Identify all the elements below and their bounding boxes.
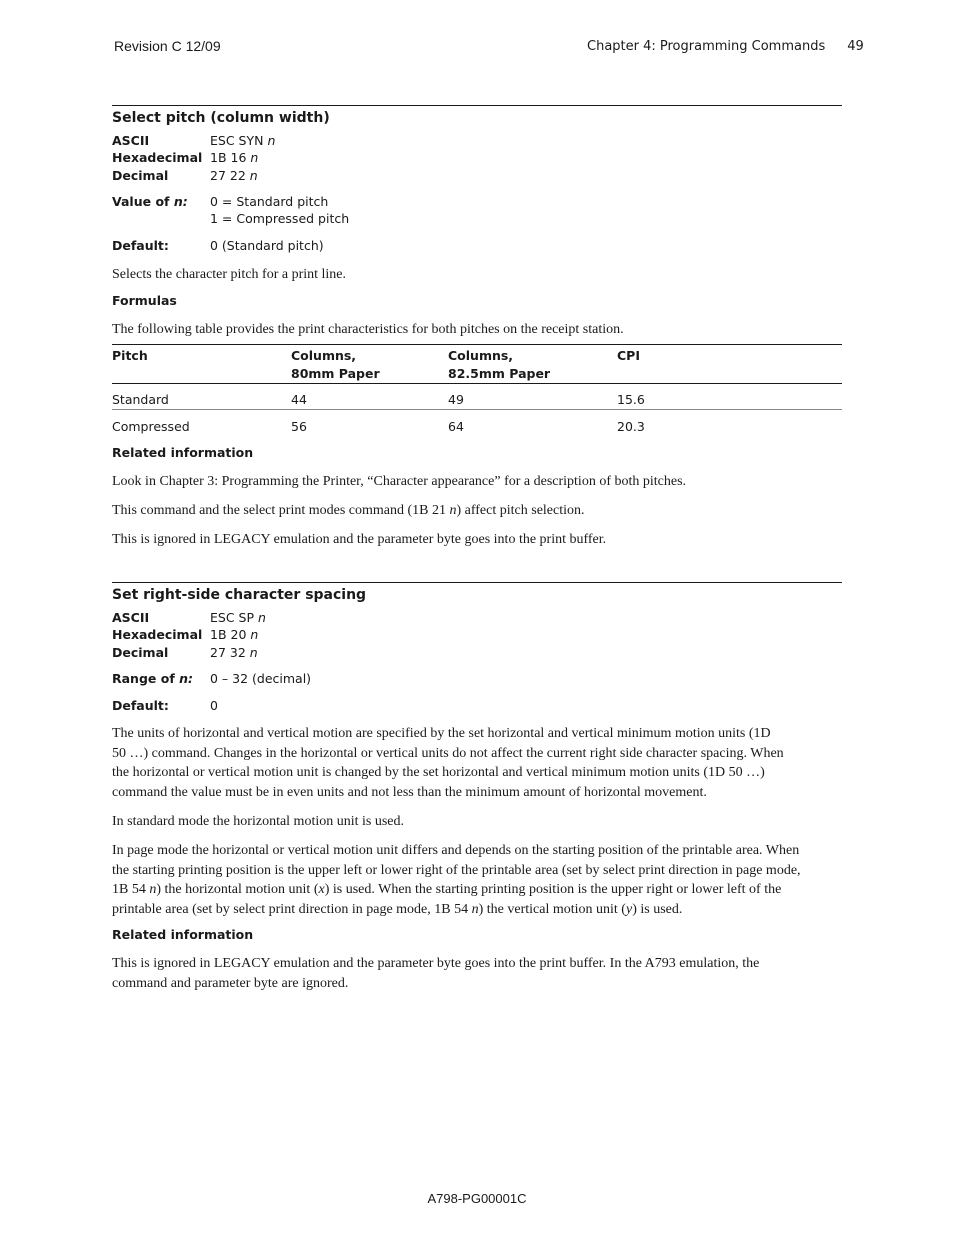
hex-value: 1B 20 n — [210, 627, 259, 642]
formulas-heading: Formulas — [112, 293, 177, 308]
table-intro-paragraph: The following table provides the print characteristics for both pitches on the receipt station. — [112, 322, 624, 337]
document-id: A798-PG00001C — [427, 1191, 527, 1206]
page-number: 49 — [847, 39, 864, 54]
table-cell: Compressed — [112, 419, 190, 434]
decimal-value: 27 22 n — [210, 168, 258, 183]
related-paragraph: This is ignored in LEGACY emulation and the parameter byte goes into the print buffer. In the A793 emulation, the command and parameter byte are ignored. — [112, 956, 760, 991]
ascii-label: ASCII — [112, 133, 150, 148]
value-line-standard: 0 = Standard pitch — [210, 194, 329, 209]
default-value: 0 (Standard pitch) — [210, 238, 324, 253]
chapter-title: Chapter 4: Programming Commands — [587, 39, 826, 54]
ascii-value: ESC SYN n — [210, 133, 276, 148]
value-line-compressed: 1 = Compressed pitch — [210, 211, 350, 226]
table-cell: 49 — [448, 392, 464, 407]
table-row-rule — [112, 409, 842, 410]
revision-label: Revision C 12/09 — [114, 38, 221, 54]
running-header — [587, 39, 864, 54]
table-cell: 20.3 — [617, 419, 645, 434]
related-info-heading: Related information — [112, 927, 254, 942]
standard-mode-paragraph: In standard mode the horizontal motion unit is used. — [112, 814, 405, 829]
related-paragraph: This command and the select print modes command (1B 21 n) affect pitch selection. — [112, 503, 585, 518]
description-paragraph: Selects the character pitch for a print line. — [112, 267, 347, 282]
default-label: Default: — [112, 698, 169, 713]
table-cell: 56 — [291, 419, 307, 434]
hex-value: 1B 16 n — [210, 150, 259, 165]
hex-label: Hexadecimal — [112, 150, 203, 165]
table-header-cpi: CPI — [617, 348, 640, 363]
table-header-pitch: Pitch — [112, 348, 148, 363]
decimal-value: 27 32 n — [210, 645, 258, 660]
ascii-value: ESC SP n — [210, 610, 266, 625]
table-cell: 15.6 — [617, 392, 645, 407]
related-info-heading: Related information — [112, 445, 254, 460]
range-value: 0 – 32 (decimal) — [210, 671, 312, 686]
range-of-n-label: Range of n: — [112, 671, 194, 686]
table-cell: 44 — [291, 392, 307, 407]
motion-units-paragraph: The units of horizontal and vertical motion are specified by the set horizontal and vertical minimum motion units (1D 50 …) command. Changes in the horizontal or vertical units do not affect the current right side character spacing. When the horizontal or vertical motion unit is changed by the set horizontal and vertical minimum motion units (1D 50 …) command the value must be in even units and not less than the minimum amount of horizontal movement. — [112, 726, 784, 800]
decimal-label: Decimal — [112, 645, 169, 660]
section-divider — [112, 582, 842, 583]
section-divider — [112, 105, 842, 106]
section-title: Set right-side character spacing — [112, 587, 367, 603]
table-header-rule — [112, 383, 842, 384]
decimal-label: Decimal — [112, 168, 169, 183]
page-mode-paragraph: In page mode the horizontal or vertical motion unit differs and depends on the starting position of the printable area. When the starting printing position is the upper left or lower right of the printable area (set by select print direction in page mode, 1B 54 n) the horizontal motion unit (x) is used. When the starting printing position is the upper right or lower left of the printable area (set by select print direction in page mode, 1B 54 n) the vertical motion unit (y) is used. — [112, 843, 801, 917]
table-header-columns-80: Columns, 80mm Paper — [291, 348, 380, 381]
ascii-label: ASCII — [112, 610, 150, 625]
table-cell: 64 — [448, 419, 464, 434]
related-paragraph: This is ignored in LEGACY emulation and the parameter byte goes into the print buffer. — [112, 532, 607, 547]
section-title: Select pitch (column width) — [112, 110, 330, 126]
table-top-rule — [112, 344, 842, 345]
value-of-n-label: Value of n: — [112, 194, 188, 209]
table-header-columns-82: Columns, 82.5mm Paper — [448, 348, 551, 381]
default-value: 0 — [210, 698, 218, 713]
default-label: Default: — [112, 238, 169, 253]
table-cell: Standard — [112, 392, 169, 407]
hex-label: Hexadecimal — [112, 627, 203, 642]
related-paragraph: Look in Chapter 3: Programming the Printer, “Character appearance” for a description of both pitches. — [112, 474, 687, 489]
